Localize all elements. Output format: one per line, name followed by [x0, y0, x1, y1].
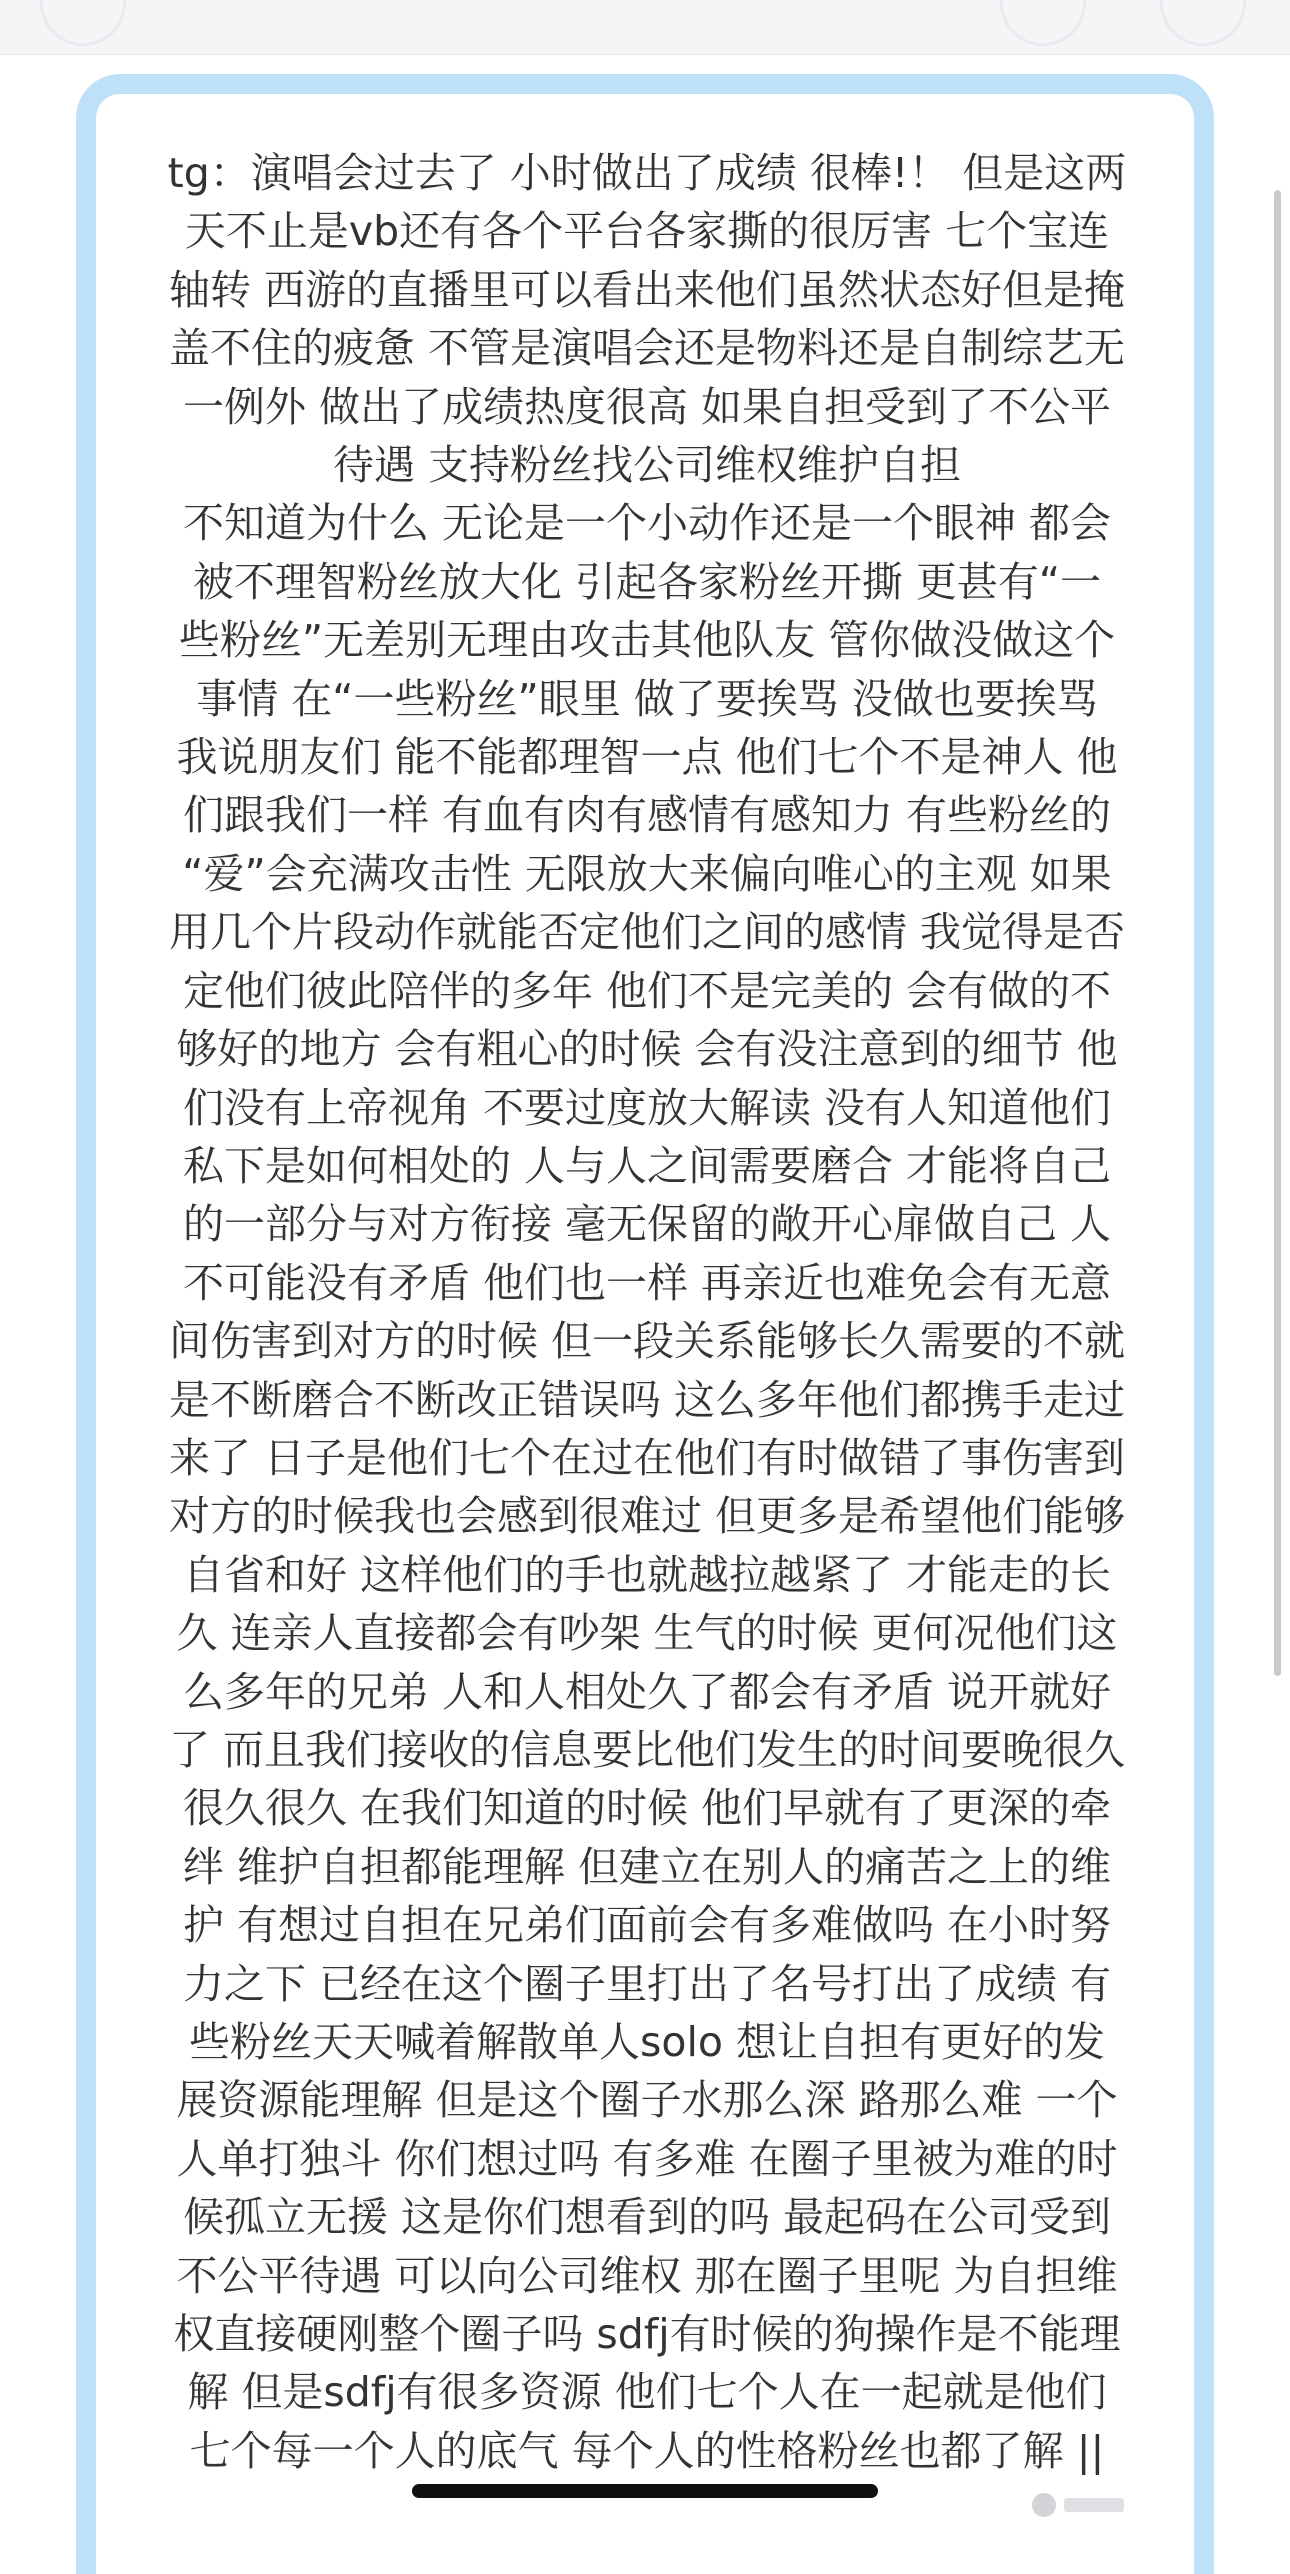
- top-right-button-edge-1[interactable]: [1000, 0, 1086, 46]
- top-left-button-edge[interactable]: [40, 0, 126, 46]
- home-indicator-bar[interactable]: [412, 2484, 878, 2498]
- watermark-dot-icon: [1032, 2493, 1056, 2517]
- watermark-logo-icon: [1032, 2488, 1132, 2522]
- vertical-scrollbar[interactable]: [1274, 190, 1281, 1676]
- post-paragraph-2: 不知道为什么 无论是一个小动作还是一个眼神 都会 被不理智粉丝放大化 引起各家粉丝开撕 更甚有“一 些粉丝”无差别无理由攻击其他队友 管你做没做这个 事情 在“一些粉丝”眼里 做了要挨骂 没做也要挨骂 我说朋友们 能不能都理智一点 他们七个不是神人 他 们跟我们一样 有血有肉有感情有感知力 有些粉丝的 “爱”会充满攻击性 无限放大来偏向唯心的主观 如果 用几个片段动作就能否定他们之间的感情 我觉得是否 定他们彼此陪伴的多年 他们不是完美的 会有做的不 够好的地方 会有粗心的时候 会有没注意到的细节 他 们没有上帝视角 不要过度放大解读 没有人知道他们 私下是如何相处的 人与人之间需要磨合 才能将自己 的一部分与对方衔接 毫无保留的敞开心扉做自己 人 不可能没有矛盾 他们也一样 再亲近也难免会有无意 间伤害到对方的时候 但一段关系能够长久需要的不就 是不断磨合不断改正错误吗 这么多年他们都携手走过 来了 日子是他们七个在过在他们有时做错了事伤害到 对方的时候我也会感到很难过 但更多是希望他们能够 自省和好 这样他们的手也就越拉越紧了 才能走的长 久 连亲人直接都会有吵架 生气的时候 更何况他们这 么多年的兄弟 人和人相处久了都会有矛盾 说开就好 了 而且我们接收的信息要比他们发生的时间要晚很久 很久很久 在我们知道的时候 他们早就有了更深的牵 绊 维护自担都能理解 但建立在别人的痛苦之上的维 护 有想过自担在兄弟们面前会有多难做吗 在小时努 力之下 已经在这个圈子里打出了名号打出了成绩 有 些粉丝天天喊着解散单人solo 想让自担有更好的发 展资源能理解 但是这个圈子水那么深 路那么难 一个 人单打独斗 你们想过吗 有多难 在圈子里被为难的时 候孤立无援 这是你们想看到的吗 最起码在公司受到 不公平待遇 可以向公司维权 那在圈子里呢 为自担维 权直接硬刚整个圈子吗 sdfj有时候的狗操作是不能理 解 但是sdfj有很多资源 他们七个人在一起就是他们 七个每一个人的底气 每个人的性格粉丝也都了解 ||: [168, 499, 1126, 2475]
- post-text-content: [132, 144, 1162, 2480]
- watermark-text-mark: [1064, 2498, 1124, 2512]
- top-right-button-edge-2[interactable]: [1160, 0, 1246, 46]
- top-toolbar-strip: [0, 0, 1290, 55]
- post-paragraph-1: tg：演唱会过去了 小时做出了成绩 很棒!！ 但是这两 天不止是vb还有各个平台各家撕的很厉害 七个宝连 轴转 西游的直播里可以看出来他们虽然状态好但是掩 盖不住的疲惫 不管是演唱会还是物料还是自制综艺无 一例外 做出了成绩热度很高 如果自担受到了不公平 待遇 支持粉丝找公司维权维护自担: [167, 149, 1127, 490]
